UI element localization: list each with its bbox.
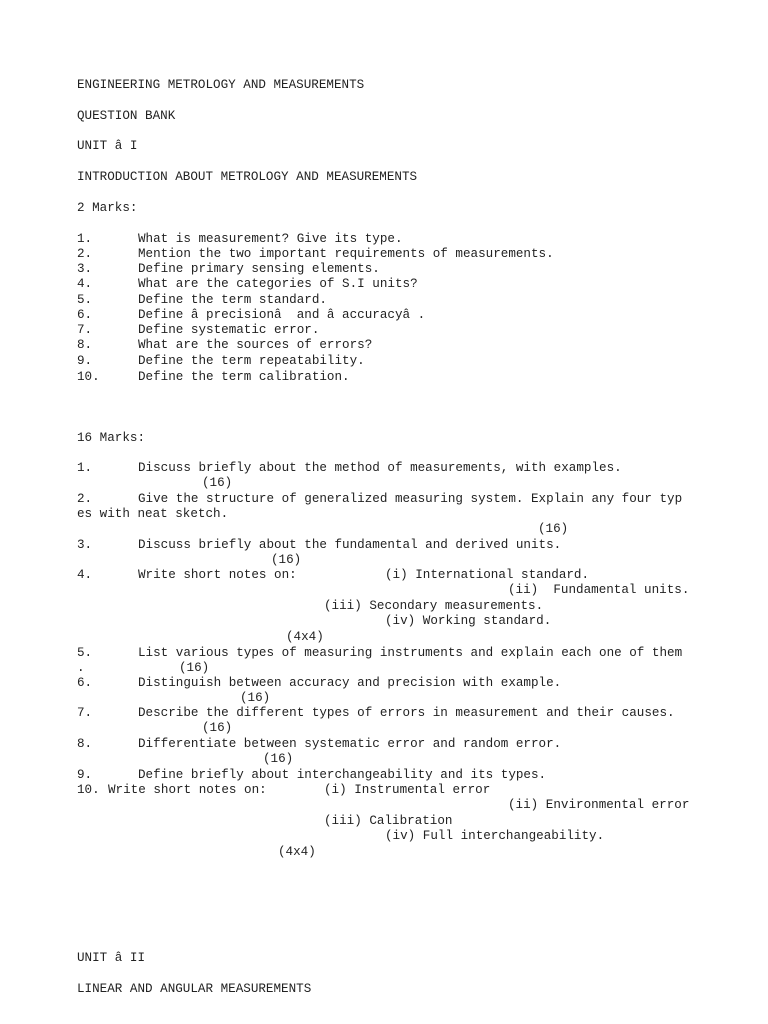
question-text: Define systematic error. xyxy=(138,323,320,337)
question-number: 5. xyxy=(77,646,93,660)
question-number: 3. xyxy=(77,262,93,276)
question-text: Define briefly about interchangeability and its types. xyxy=(138,768,547,782)
question-marks: (16) xyxy=(202,721,233,735)
question-marks: (16) xyxy=(271,553,302,567)
question-text: What are the categories of S.I units? xyxy=(138,277,418,291)
question-number: 10. xyxy=(77,370,100,384)
question-subitem: (iv) Full interchangeability. xyxy=(385,829,605,843)
question-subitem: (i) International standard. xyxy=(385,568,590,582)
question-subitem: (iii) Secondary measurements. xyxy=(324,599,544,613)
question-marks: (16) xyxy=(263,752,294,766)
question-text-continuation: . xyxy=(77,661,85,675)
question-number: 5. xyxy=(77,293,93,307)
question-subitem: (iv) Working standard. xyxy=(385,614,552,628)
two-marks-label: 2 Marks: xyxy=(77,201,138,215)
question-marks: (16) xyxy=(240,691,271,705)
question-text: Give the structure of generalized measuring system. Explain any four typ xyxy=(138,492,683,506)
unit-2-topic: LINEAR AND ANGULAR MEASUREMENTS xyxy=(77,982,312,996)
question-text: Distinguish between accuracy and precision with example. xyxy=(138,676,562,690)
question-text: Discuss briefly about the fundamental and derived units. xyxy=(138,538,562,552)
question-number: 8. xyxy=(77,338,93,352)
unit-2-heading: UNIT â II xyxy=(77,951,146,965)
question-text-continuation: es with neat sketch. xyxy=(77,507,229,521)
question-text: Describe the different types of errors in measurement and their causes. xyxy=(138,706,675,720)
question-number: 2. xyxy=(77,247,93,261)
question-number: 4. xyxy=(77,277,93,291)
question-number: 2. xyxy=(77,492,93,506)
question-text: Define the term calibration. xyxy=(138,370,350,384)
question-marks: (4x4) xyxy=(278,845,316,859)
question-number: 7. xyxy=(77,323,93,337)
question-number: 4. xyxy=(77,568,93,582)
question-text: What is measurement? Give its type. xyxy=(138,232,403,246)
question-number: 9. xyxy=(77,354,93,368)
document-title: ENGINEERING METROLOGY AND MEASUREMENTS xyxy=(77,78,365,92)
question-marks: (4x4) xyxy=(286,630,324,644)
sixteen-marks-label: 16 Marks: xyxy=(77,431,146,445)
question-subitem: (iii) Calibration xyxy=(324,814,453,828)
question-text: Define the term standard. xyxy=(138,293,327,307)
question-text: Differentiate between systematic error and random error. xyxy=(138,737,562,751)
question-number: 8. xyxy=(77,737,93,751)
question-number: 1. xyxy=(77,461,93,475)
question-marks: (16) xyxy=(202,476,233,490)
question-number: 7. xyxy=(77,706,93,720)
question-text: Define primary sensing elements. xyxy=(138,262,380,276)
question-number: 10. xyxy=(77,783,100,797)
question-text: Write short notes on: xyxy=(138,568,297,582)
question-text: What are the sources of errors? xyxy=(138,338,373,352)
question-text: Mention the two important requirements of measurements. xyxy=(138,247,554,261)
question-text: Write short notes on: xyxy=(108,783,267,797)
question-subitem: (i) Instrumental error xyxy=(324,783,491,797)
question-number: 6. xyxy=(77,308,93,322)
question-text: Define â precisionâ and â accuracyâ . xyxy=(138,308,426,322)
question-text: List various types of measuring instruments and explain each one of them xyxy=(138,646,683,660)
question-subitem: (ii) Environmental error xyxy=(508,798,690,812)
question-number: 3. xyxy=(77,538,93,552)
question-text: Discuss briefly about the method of measurements, with examples. xyxy=(138,461,622,475)
question-subitem: (ii) Fundamental units. xyxy=(508,583,690,597)
document-subtitle: QUESTION BANK xyxy=(77,109,176,123)
question-number: 1. xyxy=(77,232,93,246)
question-number: 6. xyxy=(77,676,93,690)
unit-1-heading: UNIT â I xyxy=(77,139,138,153)
question-marks: (16) xyxy=(179,661,210,675)
question-text: Define the term repeatability. xyxy=(138,354,365,368)
unit-1-topic: INTRODUCTION ABOUT METROLOGY AND MEASUREMENTS xyxy=(77,170,418,184)
question-marks: (16) xyxy=(538,522,569,536)
question-number: 9. xyxy=(77,768,93,782)
